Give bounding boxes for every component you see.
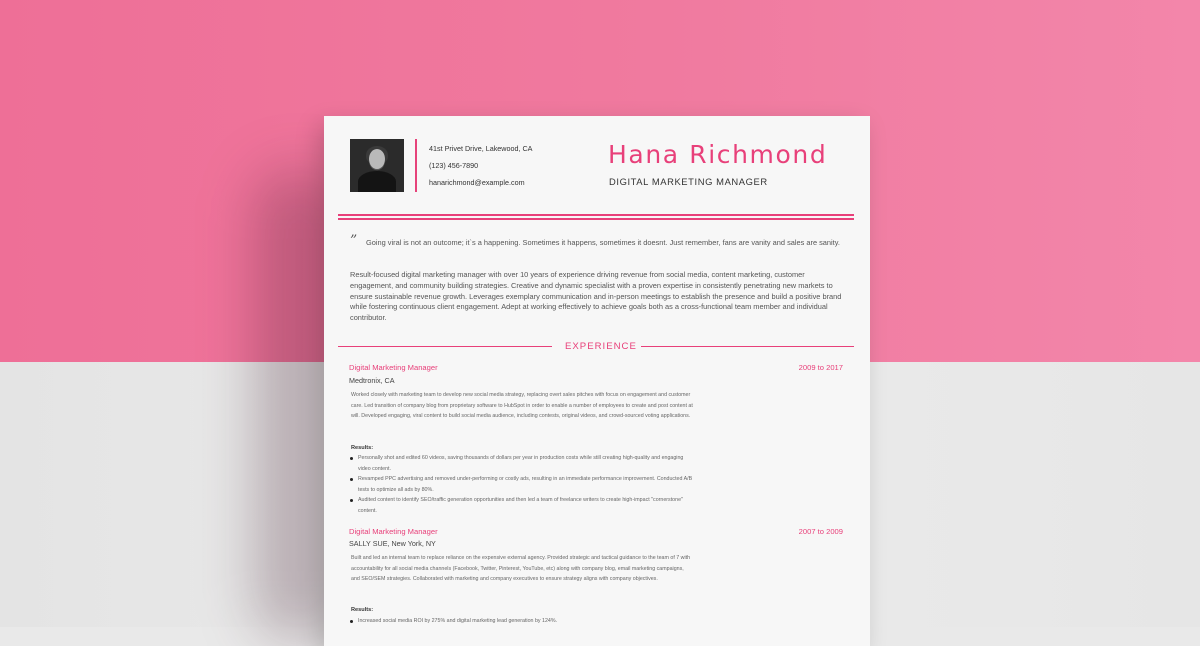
job-2-title: Digital Marketing Manager [349,527,438,536]
candidate-name: Hana Richmond [608,140,828,169]
contact-email: hanarichmond@example.com [429,178,525,187]
job-1-company: Medtronix, CA [349,376,395,385]
list-item: Increased social media ROI by 275% and digital marketing lead generation by 124%. [349,616,694,627]
job-1-dates: 2009 to 2017 [798,363,843,372]
job-1-title: Digital Marketing Manager [349,363,438,372]
job-2-description: Built and led an internal team to replace reliance on the expensive external agency. Provided strategic and tactical guidance to the team of 7 with accountability for all social media channels (Facebook, Twitter, Pinterest, YouTube, etc) along with company blog, email marketing campaigns, and SEO/SEM strategies. Collaborated with marketing and company executives to ensure strategy aligns with company objectives. [351,555,691,582]
list-item: Revamped PPC advertising and removed under-performing or costly ads, resulting in an immediate performance improvement. Conducted A/B tests to optimize all ads by 80%. [349,474,694,495]
section-rule-left [338,346,552,347]
photo-shoulders [358,171,396,192]
profile-photo [350,139,404,192]
job-1-results-label: Results: [351,445,374,451]
job-2-results-list [349,616,694,627]
contact-divider [415,139,417,192]
photo-face [369,149,385,169]
job-1-results-list [349,453,694,516]
job-2-results-label: Results: [351,607,374,613]
contact-phone: (123) 456-7890 [429,161,479,170]
job-1-description: Worked closely with marketing team to develop new social media strategy, replacing overt sales pitches with focus on engagement and customer care. Led transition of company blog from proprietary software to HubSpot in order to enable a number of employees to create and post content at will. Developed engaging, viral content to build social media audience, including contests, original videos, and crowd-sourced voting applications. [351,392,693,419]
job-2-dates: 2007 to 2009 [798,527,843,536]
job-2-company: SALLY SUE, New York, NY [349,539,436,548]
summary-paragraph: Result-focused digital marketing manager with over 10 years of experience driving revenue from social media, content marketing, customer engagement, and community building strategies. Creative and dynamic specialist with a proven expertise in consistently penetrating new markets to ensure sustainable revenue growth. Leverages exemplary communication and in-person meetings to establish the presence and build a positive brand while fostering continuous client engagement. Adept at working effectively to achieve goals both as a cross-functional team member and individual contributor. [350,270,842,323]
section-rule-right [641,346,854,347]
resume-sheet [324,116,870,646]
candidate-job-title: DIGITAL MARKETING MANAGER [609,176,768,187]
list-item: Audited content to identify SEO/traffic generation opportunities and then led a team of freelance writers to create high-impact "cornerstone" content. [349,495,694,516]
list-item: Personally shot and edited 60 videos, saving thousands of dollars per year in production costs while still creating high-quality and engaging video content. [349,453,694,474]
contact-address: 41st Privet Drive, Lakewood, CA [429,144,533,153]
quote-text: Going viral is not an outcome; it`s a happening. Sometimes it happens, sometimes it doesnt. Just remember, fans are vanity and sales are sanity. [366,238,840,247]
experience-heading: EXPERIENCE [565,341,637,352]
quote-mark-icon: ” [350,233,358,249]
header-rule-top [338,214,854,216]
header-rule-bottom [338,218,854,220]
